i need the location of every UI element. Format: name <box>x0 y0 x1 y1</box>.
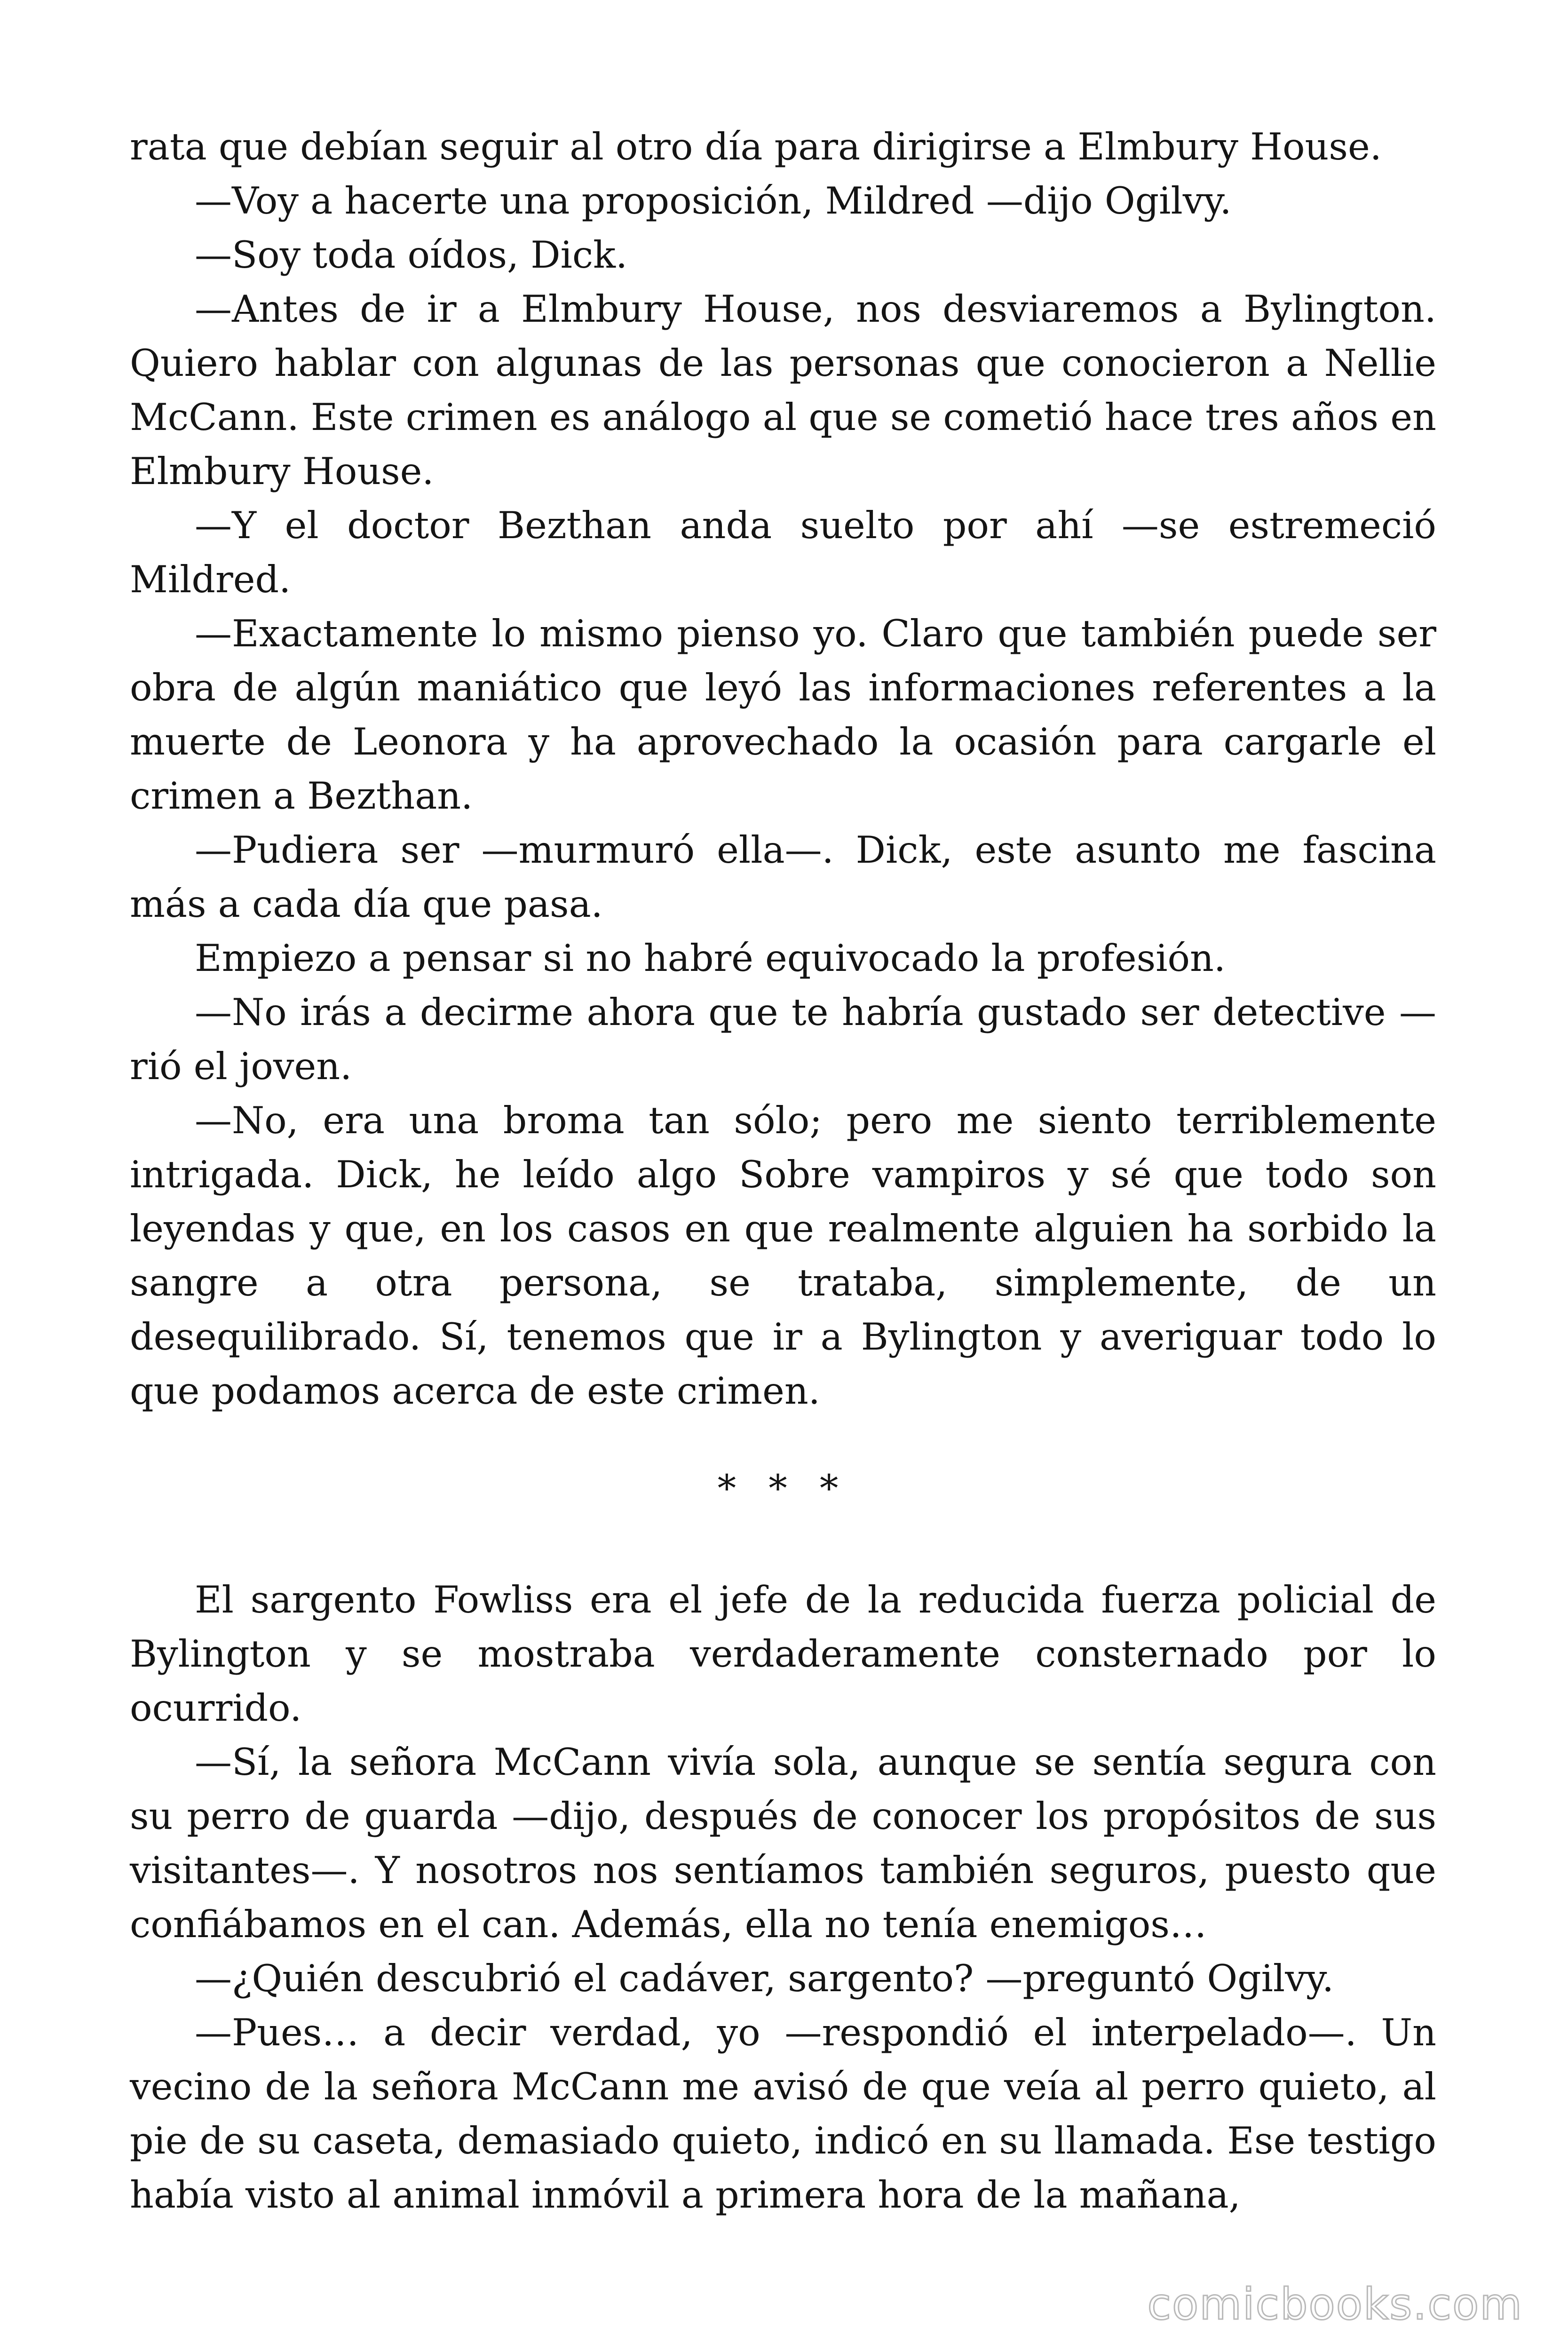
section-separator: * * * <box>717 1467 849 1510</box>
paragraph: —Sí, la señora McCann vivía sola, aunque se sentía segura con su perro de guarda —dijo, después de conocer los propósitos de sus visitantes—. Y nosotros nos sentíamos también seguros, puesto que confiábamos en el can. Además, ella no tenía enemigos… <box>130 1740 1436 1946</box>
watermark: comicbooks.com <box>1147 2279 1523 2329</box>
book-page <box>130 120 1436 2222</box>
paragraph: El sargento Fowliss era el jefe de la reducida fuerza policial de Bylington y se mostraba verdaderamente consternado por lo ocurrido. <box>130 1578 1436 1730</box>
paragraph: —Exactamente lo mismo pienso yo. Claro que también puede ser obra de algún maniático que leyó las informaciones referentes a la muerte de Leonora y ha aprovechado la ocasión para cargarle el crimen a Bezthan. <box>130 612 1436 818</box>
paragraph: —No irás a decirme ahora que te habría gustado ser detective —rió el joven. <box>130 991 1436 1088</box>
paragraph: Empiezo a pensar si no habré equivocado la profesión. <box>195 937 1226 980</box>
paragraph: —¿Quién descubrió el cadáver, sargento? —preguntó Ogilvy. <box>195 1957 1334 2000</box>
paragraph: —Pudiera ser —murmuró ella—. Dick, este asunto me fascina más a cada día que pasa. <box>130 828 1436 926</box>
paragraph: —Voy a hacerte una proposición, Mildred —dijo Ogilvy. <box>195 179 1232 222</box>
paragraph: rata que debían seguir al otro día para dirigirse a Elmbury House. <box>130 125 1382 168</box>
paragraph: —Antes de ir a Elmbury House, nos desviaremos a Bylington. Quiero hablar con algunas de las personas que conocieron a Nellie McCann. Este crimen es análogo al que se cometió hace tres años en Elmbury House. <box>130 287 1436 493</box>
paragraph: —Y el doctor Bezthan anda suelto por ahí —se estremeció Mildred. <box>130 504 1436 601</box>
paragraph: —Soy toda oídos, Dick. <box>195 233 628 277</box>
paragraph: —Pues… a decir verdad, yo —respondió el interpelado—. Un vecino de la señora McCann me avisó de que veía al perro quieto, al pie de su caseta, demasiado quieto, indicó en su llamada. Ese testigo había visto al animal inmóvil a primera hora de la mañana, <box>130 2011 1436 2217</box>
paragraph: —No, era una broma tan sólo; pero me siento terriblemente intrigada. Dick, he leído algo Sobre vampiros y sé que todo son leyendas y que, en los casos en que realmente alguien ha sorbido la sangre a otra persona, se trataba, simplemente, de un desequilibrado. Sí, tenemos que ir a Bylington y averiguar todo lo que podamos acerca de este crimen. <box>130 1099 1436 1413</box>
